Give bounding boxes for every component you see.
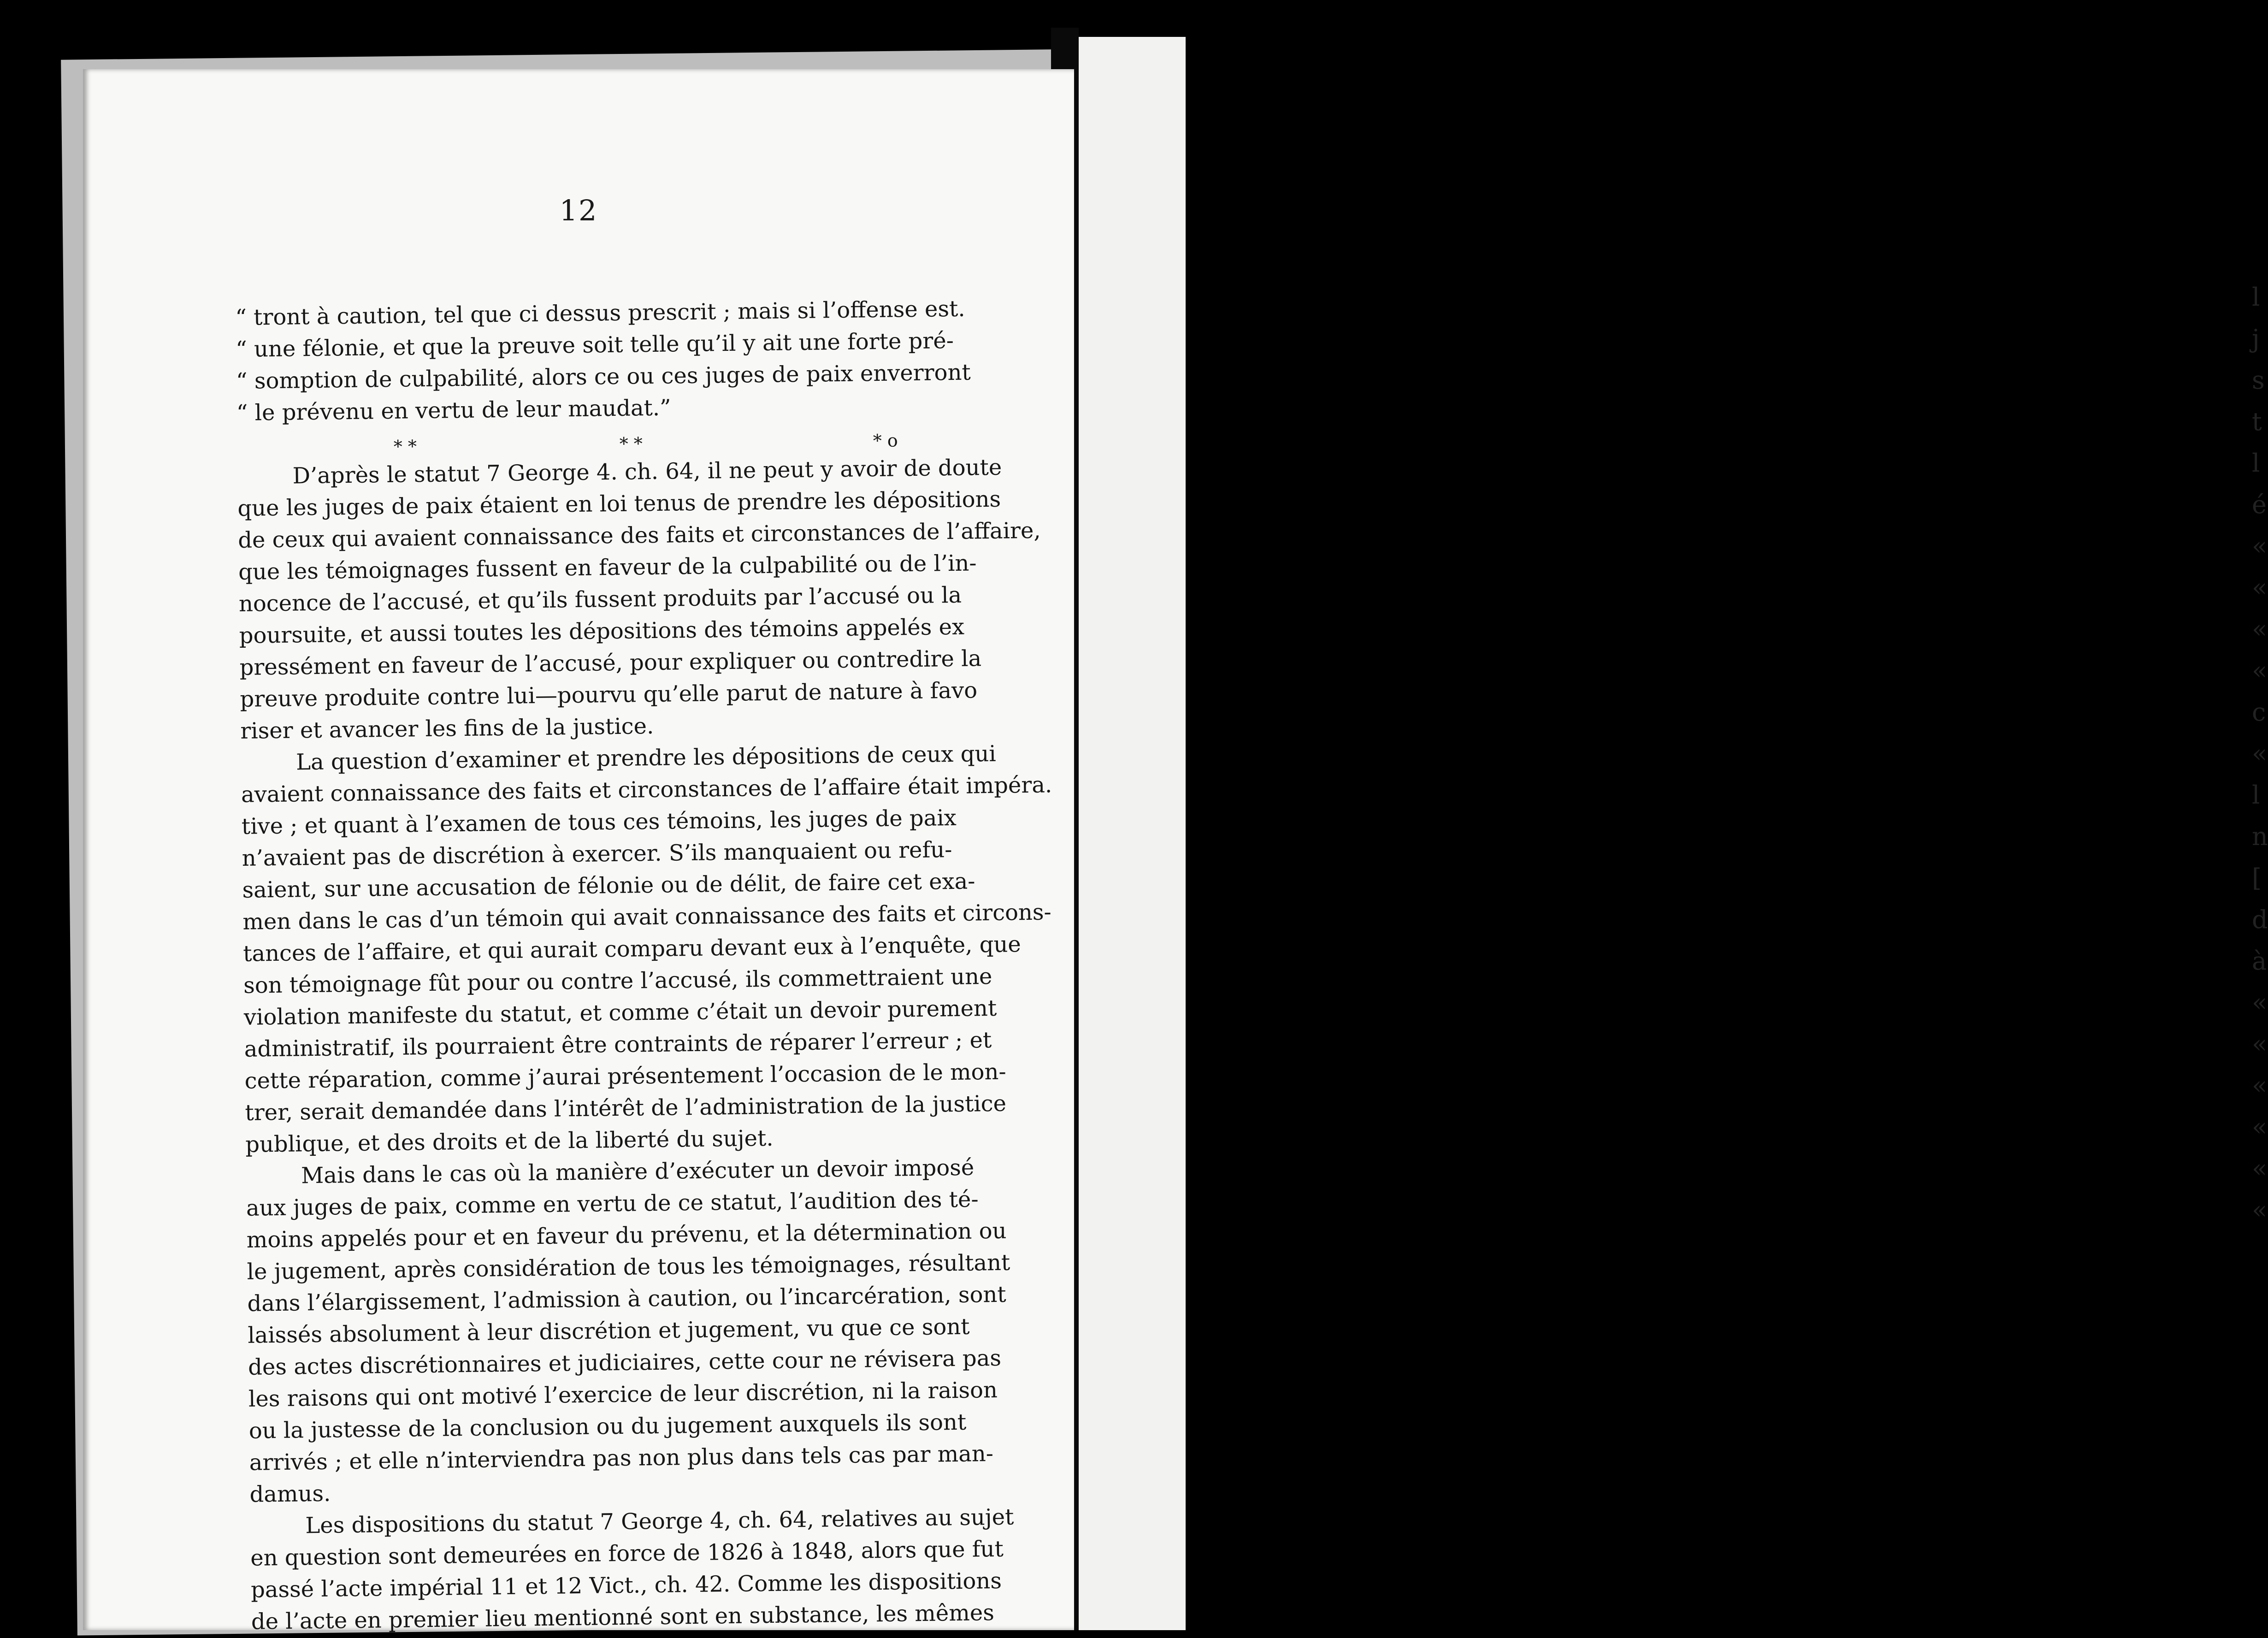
text-line: son témoignage fût pour ou contre l’accusé, ils commettraient une [243, 964, 992, 999]
paragraph-1 [237, 451, 1065, 747]
text-line: trer, serait demandée dans l’intérêt de l’administration de la justice [245, 1090, 1007, 1126]
facing-page-text-fragments [2252, 277, 2268, 1231]
facing-page-fragment: l [2252, 781, 2260, 810]
text-line: les raisons qui ont motivé l’exercice de leur discrétion, ni la raison [248, 1377, 998, 1412]
opening-quote [235, 292, 1062, 429]
text-line: laissés absolument à leur discrétion et jugement, vu que ce sont [248, 1313, 970, 1348]
book-page [83, 69, 1074, 1635]
facing-page-fragment: é [2252, 490, 2267, 519]
text-line: men dans le cas d’un témoin qui avait connaissance des faits et circons- [242, 899, 1052, 935]
facing-page-fragment: « [2252, 532, 2268, 561]
text-line: tances de l’affaire, et qui aurait comparu devant eux à l’enquête, que [242, 931, 1022, 967]
page-text [235, 292, 1076, 1638]
text-line: poursuite, et aussi toutes les dépositions des témoins appelés ex [239, 614, 965, 649]
text-line: des actes discrétionnaires et judiciaires, cette cour ne révisera pas [248, 1345, 1002, 1380]
facing-page-fragment: « [2252, 615, 2268, 644]
text-line: “ le prévenu en vertu de leur maudat.” [236, 395, 671, 426]
facing-page-fragment: à [2252, 946, 2267, 976]
facing-page-fragment: « [2252, 1112, 2268, 1141]
facing-page-fragment: « [2252, 1154, 2268, 1183]
asterism-mark: * * [619, 433, 643, 454]
text-line: cette réparation, comme j’aurai présentement l’occasion de le mon- [244, 1058, 1006, 1094]
text-line: damus. [249, 1480, 331, 1508]
text-line: arrivés ; et elle n’interviendra pas non plus dans tels cas par man- [249, 1441, 994, 1476]
facing-page-fragment: « [2252, 988, 2268, 1017]
facing-page-fragment: « [2252, 1195, 2268, 1224]
text-line: moins appelés pour et en faveur du prévenu, et la détermination ou [246, 1218, 1007, 1253]
text-line: preuve produite contre lui—pourvu qu’elle parut de nature à favo [240, 677, 978, 712]
text-line: que les juges de paix étaient en loi tenus de prendre les dépositions [237, 486, 1001, 521]
text-line: nocence de l’accusé, et qu’ils fussent produits par l’accusé ou la [238, 582, 962, 617]
page-number: 12 [559, 194, 598, 227]
text-line: que les témoignages fussent en faveur de la culpabilité ou de l’in- [238, 550, 977, 585]
facing-page-fragment: « [2252, 739, 2268, 768]
text-line: de ceux qui avaient connaissance des faits et circonstances de l’affaire, [237, 517, 1041, 553]
text-line: Mais dans le cas où la manière d’exécuter un devoir imposé [301, 1154, 975, 1189]
text-line: publique, et des droits et de la liberté du sujet. [245, 1125, 774, 1158]
text-line: “ une félonie, et que la preuve soit telle qu’il y ait une forte pré- [235, 327, 954, 362]
facing-page-fragment: j [2252, 324, 2260, 353]
text-line: “ somption de culpabilité, alors ce ou ces juges de paix enverront [236, 359, 971, 394]
text-line: dans l’élargissement, l’admission à caution, ou l’incarcération, sont [247, 1281, 1006, 1317]
asterism-mark: * * [393, 436, 417, 457]
text-line: pressément en faveur de l’accusé, pour expliquer ou contredire la [239, 645, 982, 680]
paragraph-4 [250, 1501, 1076, 1638]
text-line: “ tront à caution, tel que ci dessus prescrit ; mais si l’offense est. [235, 296, 965, 331]
text-line: violation manifeste du statut, et comme c’était un devoir purement [243, 995, 997, 1030]
facing-page-fragment: l [2252, 449, 2260, 478]
text-line: passé l’acte impérial 11 et 12 Vict., ch. 42. Comme les dispositions [250, 1567, 1002, 1603]
facing-page [1079, 37, 2268, 1630]
text-line: D’après le statut 7 George 4. ch. 64, il ne peut y avoir de doute [292, 454, 1002, 489]
facing-page-fragment: d [2252, 905, 2268, 934]
text-line: n’avaient pas de discrétion à exercer. S’ils manquaient ou refu- [242, 837, 952, 871]
facing-page-fragment: [ [2252, 863, 2262, 893]
text-line: riser et avancer les fins de la justice. [240, 713, 654, 744]
text-line: ou la justesse de la conclusion ou du jugement auxquels ils sont [248, 1409, 967, 1444]
text-line: tive ; et quant à l’examen de tous ces témoins, les juges de paix [241, 804, 957, 840]
facing-page-fragment: n [2252, 822, 2268, 851]
asterism-mark: * o [873, 430, 898, 451]
facing-page-fragment: « [2252, 573, 2268, 602]
text-line: La question d’examiner et prendre les dépositions de ceux qui [295, 740, 996, 775]
text-line: Les dispositions du statut 7 George 4, ch. 64, relatives au sujet [305, 1504, 1014, 1539]
text-line: avaient connaissance des faits et circonstances de l’affaire était impéra. [241, 772, 1052, 808]
text-line: en question sont demeurées en force de 1826 à 1848, alors que fut [250, 1536, 1004, 1571]
facing-page-fragment: c [2252, 698, 2266, 727]
facing-page-fragment: s [2252, 366, 2265, 395]
facing-page-fragment: « [2252, 656, 2268, 685]
text-line: de l’acte en premier lieu mentionné sont en substance, les mêmes [251, 1600, 995, 1635]
paragraph-2 [241, 737, 1071, 1161]
text-line: le jugement, après considération de tous les témoignages, résultant [247, 1249, 1010, 1285]
text-line: saient, sur une accusation de félonie ou de délit, de faire cet exa- [242, 868, 975, 903]
paragraph-3 [246, 1151, 1075, 1511]
facing-page-fragment: l [2252, 283, 2260, 312]
text-line: administratif, ils pourraient être contraints de réparer l’erreur ; et [244, 1027, 992, 1062]
text-line: aux juges de paix, comme en vertu de ce statut, l’audition des té- [246, 1186, 979, 1221]
facing-page-fragment: « [2252, 1029, 2268, 1058]
facing-page-fragment: « [2252, 1071, 2268, 1100]
facing-page-fragment: t [2252, 407, 2262, 436]
